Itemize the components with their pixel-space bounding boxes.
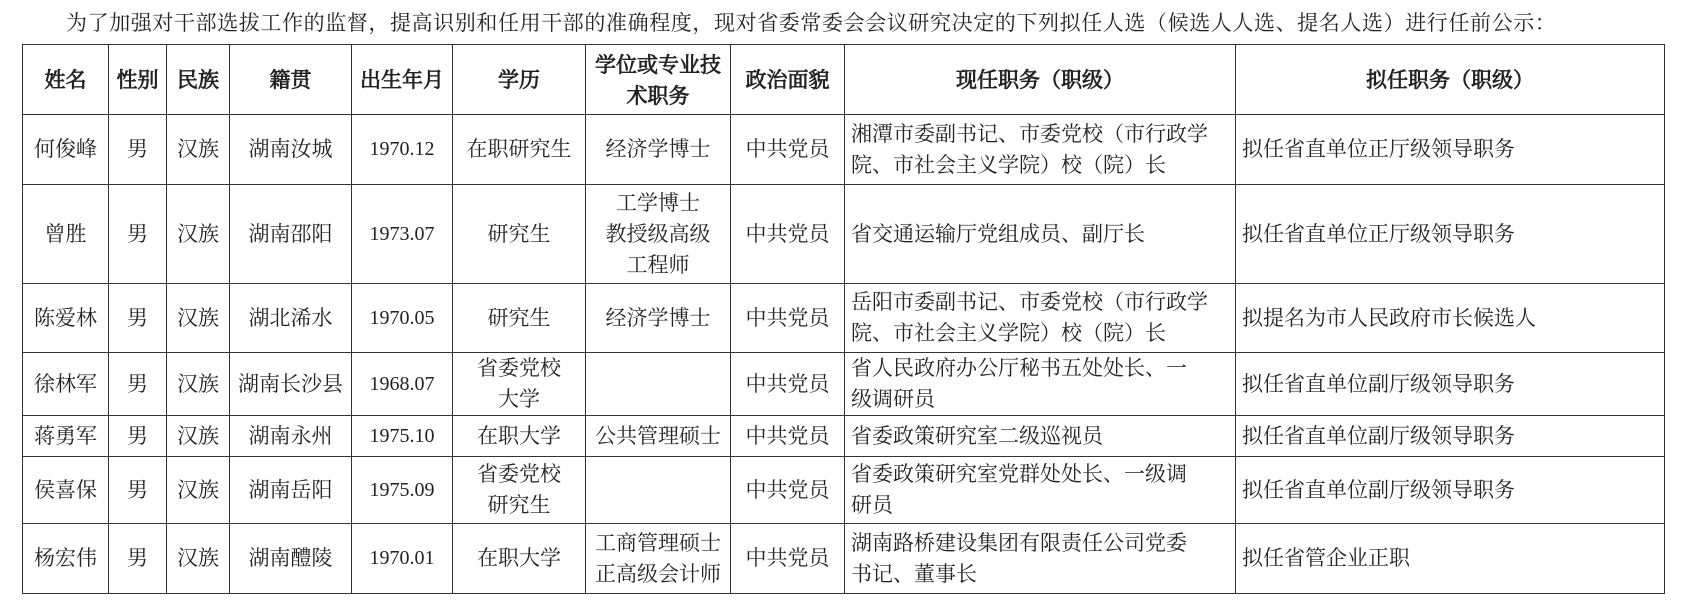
cell-education-line: 大学 bbox=[498, 387, 540, 411]
cell-origin: 湖南永州 bbox=[230, 416, 352, 457]
cell-degree bbox=[586, 284, 731, 353]
cell-gender: 男 bbox=[109, 416, 167, 457]
cell-current bbox=[845, 416, 1236, 457]
cell-education-line: 研究生 bbox=[487, 305, 551, 330]
cell-origin: 湖南长沙县 bbox=[230, 353, 352, 416]
cell-party: 中共党员 bbox=[731, 457, 845, 524]
candidate-table bbox=[22, 44, 1665, 594]
cell-current-line: 院、市社会主义学院）校（院）长 bbox=[851, 152, 1166, 177]
table-row bbox=[23, 185, 1665, 284]
cell-name: 杨宏伟 bbox=[23, 524, 109, 594]
table-row bbox=[23, 416, 1665, 457]
cell-gender: 男 bbox=[109, 457, 167, 524]
cell-degree-line: 工程师 bbox=[626, 252, 690, 277]
cell-current bbox=[845, 185, 1236, 284]
cell-education-line: 研究生 bbox=[487, 221, 551, 246]
cell-birth: 1970.12 bbox=[352, 115, 453, 185]
cell-party: 中共党员 bbox=[731, 284, 845, 353]
cell-current-line: 岳阳市委副书记、市委党校（市行政学 bbox=[851, 290, 1208, 314]
cell-name: 曾胜 bbox=[23, 185, 109, 284]
cell-origin: 湖南汝城 bbox=[230, 115, 352, 185]
cell-degree-line: 经济学博士 bbox=[605, 305, 711, 330]
cell-education-line: 省委党校 bbox=[477, 462, 561, 486]
cell-current-line: 省交通运输厅党组成员、副厅长 bbox=[851, 221, 1145, 246]
cell-current bbox=[845, 284, 1236, 353]
cell-name: 侯喜保 bbox=[23, 457, 109, 524]
header-degree bbox=[586, 45, 731, 115]
cell-education bbox=[453, 115, 586, 185]
cell-degree-line: 公共管理硕士 bbox=[595, 423, 721, 448]
cell-current bbox=[845, 457, 1236, 524]
cell-birth: 1973.07 bbox=[352, 185, 453, 284]
cell-education-line: 在职研究生 bbox=[466, 137, 572, 161]
cell-party: 中共党员 bbox=[731, 115, 845, 185]
cell-current-line: 湖南路桥建设集团有限责任公司党委 bbox=[851, 530, 1187, 555]
cell-education-line: 研究生 bbox=[487, 493, 551, 517]
cell-party: 中共党员 bbox=[731, 185, 845, 284]
cell-education-line: 省委党校 bbox=[477, 356, 561, 380]
cell-name: 蒋勇军 bbox=[23, 416, 109, 457]
cell-origin: 湖南邵阳 bbox=[230, 185, 352, 284]
header-degree-line: 学位或专业技 bbox=[595, 51, 721, 77]
cell-party: 中共党员 bbox=[731, 353, 845, 416]
cell-current-line: 院、市社会主义学院）校（院）长 bbox=[851, 321, 1166, 345]
header-current: 现任职务（职级） bbox=[845, 45, 1236, 115]
cell-ethnicity: 汉族 bbox=[167, 115, 230, 185]
cell-degree-line: 工商管理硕士 bbox=[595, 530, 721, 555]
cell-current-line: 级调研员 bbox=[851, 387, 935, 411]
cell-education bbox=[453, 416, 586, 457]
cell-degree bbox=[586, 115, 731, 185]
cell-current-line: 省委政策研究室党群处处长、一级调 bbox=[851, 462, 1187, 486]
cell-origin: 湖南醴陵 bbox=[230, 524, 352, 594]
cell-name: 陈爱林 bbox=[23, 284, 109, 353]
cell-party: 中共党员 bbox=[731, 416, 845, 457]
cell-current-line: 书记、董事长 bbox=[851, 561, 977, 586]
cell-origin: 湖北浠水 bbox=[230, 284, 352, 353]
cell-degree bbox=[586, 457, 731, 524]
cell-ethnicity: 汉族 bbox=[167, 284, 230, 353]
intro-paragraph: 为了加强对干部选拔工作的监督，提高识别和任用干部的准确程度，现对省委常委会会议研究决定的下列拟任人选（候选人人选、提名人选）进行任前公示： bbox=[66, 11, 1557, 35]
cell-proposed: 拟提名为市人民政府市长候选人 bbox=[1236, 284, 1665, 353]
cell-proposed: 拟任省直单位副厅级领导职务 bbox=[1236, 457, 1665, 524]
cell-proposed: 拟任省直单位副厅级领导职务 bbox=[1236, 416, 1665, 457]
cell-gender: 男 bbox=[109, 524, 167, 594]
table-row bbox=[23, 524, 1665, 594]
header-party: 政治面貌 bbox=[731, 45, 845, 115]
header-origin: 籍贯 bbox=[230, 45, 352, 115]
cell-education bbox=[453, 353, 586, 416]
header-proposed: 拟任职务（职级） bbox=[1236, 45, 1665, 115]
cell-current bbox=[845, 115, 1236, 185]
cell-birth: 1968.07 bbox=[352, 353, 453, 416]
cell-degree-line: 正高级会计师 bbox=[595, 561, 721, 586]
cell-origin: 湖南岳阳 bbox=[230, 457, 352, 524]
cell-proposed: 拟任省直单位正厅级领导职务 bbox=[1236, 115, 1665, 185]
cell-degree-line: 教授级高级 bbox=[605, 221, 711, 246]
cell-degree bbox=[586, 524, 731, 594]
header-birth: 出生年月 bbox=[352, 45, 453, 115]
cell-ethnicity: 汉族 bbox=[167, 457, 230, 524]
cell-education bbox=[453, 185, 586, 284]
table-row bbox=[23, 353, 1665, 416]
cell-birth: 1975.09 bbox=[352, 457, 453, 524]
cell-current bbox=[845, 524, 1236, 594]
cell-degree bbox=[586, 416, 731, 457]
cell-education-line: 在职大学 bbox=[477, 546, 561, 570]
header-degree-line: 术职务 bbox=[626, 82, 690, 108]
cell-education bbox=[453, 284, 586, 353]
table-row bbox=[23, 115, 1665, 185]
table-row bbox=[23, 457, 1665, 524]
cell-degree bbox=[586, 185, 731, 284]
cell-birth: 1970.05 bbox=[352, 284, 453, 353]
cell-name: 徐林军 bbox=[23, 353, 109, 416]
cell-gender: 男 bbox=[109, 353, 167, 416]
cell-proposed: 拟任省直单位副厅级领导职务 bbox=[1236, 353, 1665, 416]
cell-gender: 男 bbox=[109, 284, 167, 353]
cell-proposed: 拟任省管企业正职 bbox=[1236, 524, 1665, 594]
cell-ethnicity: 汉族 bbox=[167, 524, 230, 594]
cell-birth: 1970.01 bbox=[352, 524, 453, 594]
cell-proposed: 拟任省直单位正厅级领导职务 bbox=[1236, 185, 1665, 284]
cell-ethnicity: 汉族 bbox=[167, 353, 230, 416]
cell-gender: 男 bbox=[109, 185, 167, 284]
cell-ethnicity: 汉族 bbox=[167, 185, 230, 284]
cell-party: 中共党员 bbox=[731, 524, 845, 594]
table-header-row bbox=[23, 45, 1665, 115]
cell-name: 何俊峰 bbox=[23, 115, 109, 185]
table-row bbox=[23, 284, 1665, 353]
cell-degree bbox=[586, 353, 731, 416]
cell-education bbox=[453, 457, 586, 524]
header-name: 姓名 bbox=[23, 45, 109, 115]
cell-education bbox=[453, 524, 586, 594]
header-ethnicity: 民族 bbox=[167, 45, 230, 115]
cell-education-line: 在职大学 bbox=[477, 423, 561, 448]
cell-current-line: 省委政策研究室二级巡视员 bbox=[851, 423, 1103, 448]
cell-current-line: 研员 bbox=[851, 493, 893, 517]
cell-current-line: 湘潭市委副书记、市委党校（市行政学 bbox=[851, 121, 1208, 146]
cell-current-line: 省人民政府办公厅秘书五处处长、一 bbox=[851, 356, 1187, 380]
cell-current bbox=[845, 353, 1236, 416]
header-gender: 性别 bbox=[109, 45, 167, 115]
cell-ethnicity: 汉族 bbox=[167, 416, 230, 457]
header-education: 学历 bbox=[453, 45, 586, 115]
cell-degree-line: 经济学博士 bbox=[605, 137, 711, 161]
cell-birth: 1975.10 bbox=[352, 416, 453, 457]
cell-degree-line: 工学博士 bbox=[616, 190, 700, 215]
cell-gender: 男 bbox=[109, 115, 167, 185]
